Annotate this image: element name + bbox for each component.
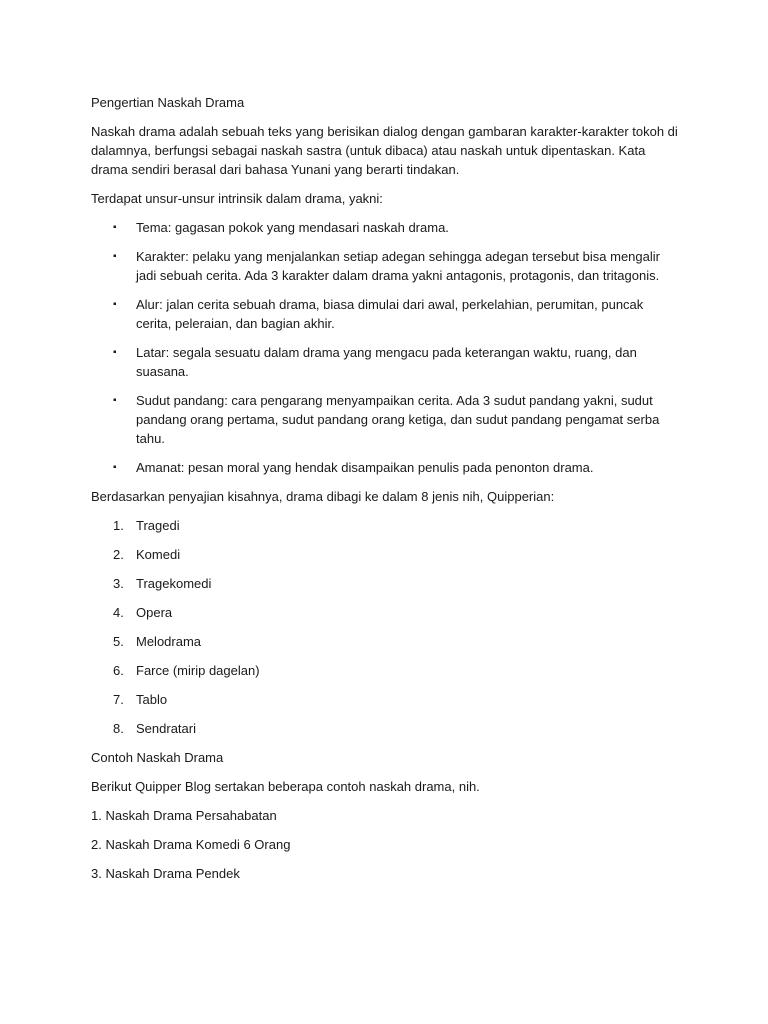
bullet-item-latar: [91, 343, 681, 381]
square-bullet-icon: ▪: [113, 462, 117, 473]
contoh-intro-paragraph: Berikut Quipper Blog sertakan beberapa contoh naskah drama, nih.: [91, 779, 480, 794]
bullet-item-text: Sudut pandang: cara pengarang menyampaikan cerita. Ada 3 sudut pandang yakni, sudut pandang orang pertama, sudut pandang orang ketiga, dan sudut pandang pengamat serba tahu.: [136, 393, 660, 446]
bullet-item-amanat: [91, 458, 681, 477]
unsur-intro-paragraph: Terdapat unsur-unsur intrinsik dalam drama, yakni:: [91, 191, 383, 206]
bullet-item-text: Amanat: pesan moral yang hendak disampaikan penulis pada penonton drama.: [136, 460, 594, 475]
section-heading-contoh: Contoh Naskah Drama: [91, 750, 224, 765]
list-item: [91, 603, 681, 622]
list-item-number: 2.: [113, 547, 124, 562]
bullet-item-text: Latar: segala sesuatu dalam drama yang mengacu pada keterangan waktu, ruang, dan suasana.: [136, 345, 637, 379]
list-item: [91, 719, 681, 738]
list-item: [91, 690, 681, 709]
list-item: [91, 516, 681, 535]
list-item-number: 7.: [113, 692, 124, 707]
contoh-item-komedi: 2. Naskah Drama Komedi 6 Orang: [91, 837, 291, 852]
jenis-numbered-list: [91, 516, 681, 738]
square-bullet-icon: ▪: [113, 222, 117, 233]
list-item-number: 4.: [113, 605, 124, 620]
list-item-text: Sendratari: [136, 721, 196, 736]
unsur-bullet-list: [91, 218, 681, 477]
list-item-number: 8.: [113, 721, 124, 736]
list-item: [91, 661, 681, 680]
square-bullet-icon: ▪: [113, 347, 117, 358]
section-heading-pengertian: Pengertian Naskah Drama: [91, 95, 245, 110]
bullet-item-sudut-pandang: [91, 391, 681, 448]
jenis-intro-paragraph: Berdasarkan penyajian kisahnya, drama dibagi ke dalam 8 jenis nih, Quipperian:: [91, 489, 555, 504]
bullet-item-karakter: [91, 247, 681, 285]
contoh-item-persahabatan: 1. Naskah Drama Persahabatan: [91, 808, 277, 823]
list-item-text: Tragekomedi: [136, 576, 212, 591]
list-item-number: 6.: [113, 663, 124, 678]
list-item-text: Komedi: [136, 547, 181, 562]
list-item-text: Tablo: [136, 692, 168, 707]
list-item-text: Opera: [136, 605, 173, 620]
bullet-item-alur: [91, 295, 681, 333]
document-body: [91, 93, 681, 893]
list-item: [91, 574, 681, 593]
list-item-number: 1.: [113, 518, 124, 533]
list-item: [91, 632, 681, 651]
list-item-number: 5.: [113, 634, 124, 649]
list-item: [91, 545, 681, 564]
intro-paragraph: Naskah drama adalah sebuah teks yang berisikan dialog dengan gambaran karakter-karakter tokoh di dalamnya, berfungsi sebagai naskah sastra (untuk dibaca) atau naskah untuk dipentaskan. Kata drama sendiri berasal dari bahasa Yunani yang berarti tindakan.: [91, 124, 678, 177]
square-bullet-icon: ▪: [113, 251, 117, 262]
square-bullet-icon: ▪: [113, 299, 117, 310]
list-item-number: 3.: [113, 576, 124, 591]
list-item-text: Tragedi: [136, 518, 180, 533]
list-item-text: Farce (mirip dagelan): [136, 663, 260, 678]
square-bullet-icon: ▪: [113, 395, 117, 406]
bullet-item-text: Tema: gagasan pokok yang mendasari naskah drama.: [136, 220, 449, 235]
bullet-item-tema: [91, 218, 681, 237]
contoh-item-pendek: 3. Naskah Drama Pendek: [91, 866, 240, 881]
list-item-text: Melodrama: [136, 634, 202, 649]
bullet-item-text: Karakter: pelaku yang menjalankan setiap adegan sehingga adegan tersebut bisa mengalir jadi sebuah cerita. Ada 3 karakter dalam drama yakni antagonis, protagonis, dan tritagonis.: [136, 249, 660, 283]
bullet-item-text: Alur: jalan cerita sebuah drama, biasa dimulai dari awal, perkelahian, perumitan, puncak cerita, peleraian, dan bagian akhir.: [136, 297, 644, 331]
